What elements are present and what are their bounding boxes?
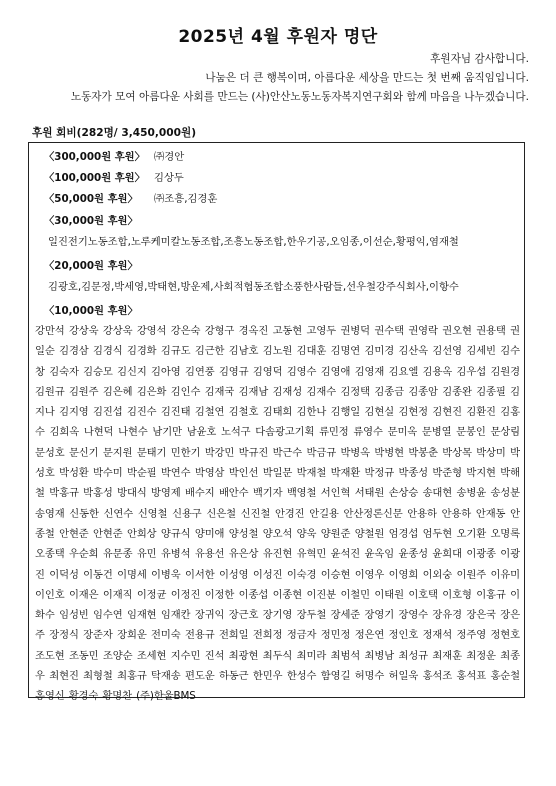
donor-list [32,145,522,707]
section-title: 후원 회비(282명/ 3,450,000원) [32,127,197,139]
tier-20000-label: 〈20,000원 후원〉 [44,260,138,272]
intro-line-mission: 노동자가 모여 아름다운 사회를 만드는 (사)안산노동노동자복지연구회와 함께 마음을 나누겠습니다. [70,91,529,103]
tier-label: 〈100,000원 후원〉 [44,172,145,184]
tier-label: 〈50,000원 후원〉 [44,193,138,205]
tier-30000-names: 일진전기노동조합,노루케미칼노동조합,조흥노동조합,한우기공,오임종,이선순,황평익,염재철 [48,236,459,248]
tier-names: 김상두 [154,172,184,184]
tier-50000 [32,187,522,208]
tier-30000-label: 〈30,000원 후원〉 [44,215,138,227]
tier-names: ㈜조흥,김경훈 [154,193,218,205]
tier-names: ㈜경안 [154,151,185,163]
tier-10000-names: 강만석 강상욱 강상욱 강영석 강은숙 강형구 경옥진 고동현 고영두 권병덕 권수택 권영락 권오현 권용택 권일순 김경삼 김경식 김경화 김규도 김근한 김남호 김노원 김대훈 김명연 김미경 김산옥 김선영 김세빈 김수창 김숙자 김승모 김신지 김아영 김연풍 김영규 김영덕 김영수 김영애 김영재 김요엘 김용옥 김우섭 김원경 김원규 김원주 김은혜 김은화 김인수 김재국 김재남 김재성 김재수 김정택 김종금 김종암 김종완 김종필 김지나 김지영 김진섭 김진수 김진태 김철연 김철호 김태희 김한나 김행일 김현실 김현정 김현진 김환진 김홍수 김희옥 나현덕 나현수 남기만 남윤호 노석구 다솜광고기획 류민정 류영수 문미옥 문병열 문봉인 문상림 문성호 문신기 문지원 문태기 민한기 박강민 박규진 박근수 박금규 박병옥 박병현 박봉춘 박상목 박상미 박성호 박성환 박수미 박순필 박연수 박영삼 박인선 박일문 박재철 박재환 박정규 박종성 박준형 박지현 박해철 박홍규 박홍성 방대식 방영제 배수지 배안수 백기자 백영철 서인혁 서태원 손상승 송대현 송병윤 송성분 송영재 신동한 신연수 신영철 신용구 신은철 신진철 안경진 안길용 안산정론신문 안용하 안용하 안재동 안종철 안현준 안현준 안희상 양규식 양미애 양성철 양오석 양욱 양원준 양철원 엄경섭 엄두현 오기환 오명록 오종택 우순희 유문종 유민 유병석 유용선 유은상 유진현 유혁민 윤석진 윤옥임 윤종성 윤희대 이광종 이광진 이덕성 이동건 이명세 이병욱 이서한 이성영 이성진 이숙경 이승현 이영우 이영희 이외숭 이원주 이유미 이인호 이재은 이재직 이정균 이정진 이정한 이종섭 이종현 이진분 이철민 이태원 이호택 이호형 이홍규 이화수 임성빈 임수연 임재현 임재칸 장귀익 장근호 장기영 장두철 장세준 장영기 장영수 장유경 장은국 장은주 장정식 장준자 장희운 전미숙 전용규 전희일 전희정 정금자 정민정 정은연 정인호 정재석 정주영 정현호 조도현 조동민 조양순 조세현 지수민 진석 최광현 최두식 최미라 최범석 최병남 최성규 최재훈 최정운 최종우 최현진 최형철 최홍규 탁재송 편도운 하동근 한민우 한성수 함영길 허명수 허일욱 홍석조 홍석표 홍순철 홍영신 황경숙 황명찬 (주)한울BMS [35,325,520,703]
page-title: 2025년 4월 후원자 명단 [178,27,378,47]
tier-300000 [32,145,522,166]
intro-line-sharing: 나눔은 더 큰 행복이며, 아름다운 세상을 만드는 첫 번째 움직임입니다. [205,72,529,84]
tier-10000-label: 〈10,000원 후원〉 [44,305,138,317]
tier-label: 〈300,000원 후원〉 [44,151,145,163]
tier-20000-names: 김광호,김문정,박세영,박태현,방운제,사회적협동조합소풍한사람들,선우철강주식회사,이항수 [48,281,459,293]
intro-line-thanks: 후원자님 감사합니다. [430,53,529,65]
tier-100000 [32,166,522,187]
intro-message [71,50,529,107]
